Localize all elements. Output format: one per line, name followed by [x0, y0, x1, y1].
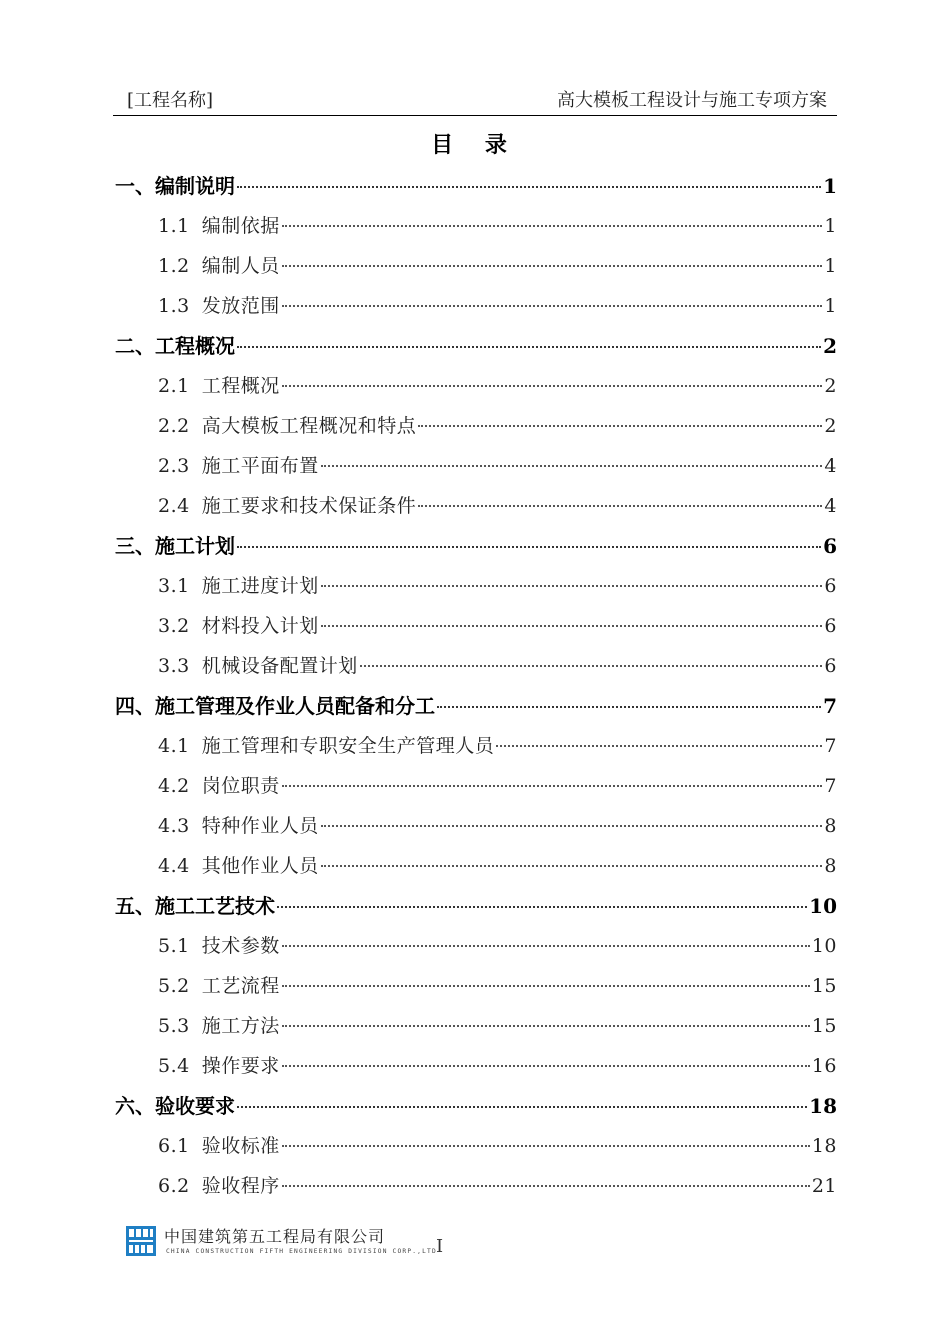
- toc-dot-leader: [321, 625, 823, 627]
- table-of-contents: [113, 166, 837, 1206]
- toc-entry-text: 工程概况: [201, 375, 280, 397]
- toc-entry-text: 其他作业人员: [201, 855, 319, 877]
- toc-entry-number: 三、: [115, 534, 155, 558]
- toc-page-number: 2: [823, 334, 837, 358]
- toc-dot-leader: [237, 1106, 807, 1108]
- toc-page-number: 8: [824, 815, 837, 837]
- toc-page-number: 18: [809, 1094, 837, 1118]
- company-name-en: CHINA CONSTRUCTION FIFTH ENGINEERING DIVISION CORP.,LTD: [166, 1248, 437, 1255]
- toc-entry-text: 机械设备配置计划: [201, 655, 358, 677]
- toc-page-number: 7: [824, 735, 837, 757]
- toc-entry-text: 施工工艺技术: [155, 894, 275, 918]
- toc-page-number: 1: [824, 295, 837, 317]
- toc-entry-number: 3.3: [158, 655, 190, 677]
- toc-entry-number: 1.3: [158, 295, 190, 317]
- toc-dot-leader: [237, 346, 821, 348]
- toc-entry-text: 工程概况: [155, 334, 235, 358]
- toc-page-number: 2: [824, 375, 837, 397]
- toc-entry-number: 二、: [115, 334, 155, 358]
- toc-section-entry[interactable]: [113, 766, 837, 806]
- toc-section-entry[interactable]: [113, 1046, 837, 1086]
- toc-entry-number: 4.2: [158, 775, 190, 797]
- toc-dot-leader: [321, 865, 823, 867]
- header-divider: [113, 115, 837, 116]
- toc-entry-number: 五、: [115, 894, 155, 918]
- toc-page-number: 6: [824, 615, 837, 637]
- toc-entry-number: 一、: [115, 174, 155, 198]
- toc-entry-number: 六、: [115, 1094, 155, 1118]
- toc-entry-text: 施工计划: [155, 534, 235, 558]
- toc-entry-text: 验收程序: [201, 1175, 280, 1197]
- toc-page-number: 8: [824, 855, 837, 877]
- toc-entry-number: 5.2: [158, 975, 190, 997]
- toc-entry-text: 高大模板工程概况和特点: [201, 415, 417, 437]
- cscec-logo-icon: [126, 1226, 156, 1256]
- toc-section-entry[interactable]: [113, 206, 837, 246]
- toc-page-number: 4: [824, 455, 837, 477]
- toc-entry-text: 工艺流程: [201, 975, 280, 997]
- toc-entry-number: 6.1: [158, 1135, 190, 1157]
- toc-entry-number: 1.2: [158, 255, 190, 277]
- company-name-cn: 中国建筑第五工程局有限公司: [164, 1227, 386, 1246]
- toc-chapter-entry[interactable]: [113, 686, 837, 726]
- toc-section-entry[interactable]: [113, 646, 837, 686]
- toc-page-number: 10: [809, 894, 837, 918]
- toc-section-entry[interactable]: [113, 366, 837, 406]
- toc-dot-leader: [418, 425, 822, 427]
- toc-section-entry[interactable]: [113, 446, 837, 486]
- toc-page-number: 15: [811, 975, 837, 997]
- toc-entry-text: 施工方法: [201, 1015, 280, 1037]
- toc-section-entry[interactable]: [113, 1006, 837, 1046]
- toc-entry-text: 施工平面布置: [201, 455, 319, 477]
- toc-section-entry[interactable]: [113, 406, 837, 446]
- toc-page-number: 6: [823, 534, 837, 558]
- toc-section-entry[interactable]: [113, 486, 837, 526]
- toc-section-entry[interactable]: [113, 1126, 837, 1166]
- toc-entry-number: 3.2: [158, 615, 190, 637]
- toc-entry-text: 材料投入计划: [201, 615, 319, 637]
- toc-page-number: 10: [811, 935, 837, 957]
- toc-dot-leader: [282, 1185, 810, 1187]
- toc-dot-leader: [321, 465, 823, 467]
- toc-dot-leader: [282, 225, 823, 227]
- toc-entry-text: 验收要求: [155, 1094, 235, 1118]
- toc-entry-text: 特种作业人员: [201, 815, 319, 837]
- toc-entry-number: 5.4: [158, 1055, 190, 1077]
- toc-entry-number: 2.3: [158, 455, 190, 477]
- toc-page-number: 15: [811, 1015, 837, 1037]
- toc-section-entry[interactable]: [113, 1166, 837, 1206]
- toc-page-number: 16: [811, 1055, 837, 1077]
- toc-dot-leader: [237, 546, 821, 548]
- page-footer: [126, 1224, 826, 1264]
- toc-dot-leader: [437, 706, 821, 708]
- toc-entry-text: 施工要求和技术保证条件: [201, 495, 417, 517]
- toc-dot-leader: [277, 906, 807, 908]
- toc-section-entry[interactable]: [113, 286, 837, 326]
- toc-chapter-entry[interactable]: [113, 1086, 837, 1126]
- toc-dot-leader: [282, 305, 823, 307]
- toc-section-entry[interactable]: [113, 926, 837, 966]
- toc-dot-leader: [282, 385, 823, 387]
- toc-dot-leader: [321, 825, 823, 827]
- toc-entry-number: 2.1: [158, 375, 190, 397]
- toc-dot-leader: [360, 665, 823, 667]
- toc-section-entry[interactable]: [113, 566, 837, 606]
- toc-entry-number: 1.1: [158, 215, 190, 237]
- toc-dot-leader: [282, 265, 823, 267]
- toc-entry-number: 4.4: [158, 855, 190, 877]
- toc-entry-number: 4.3: [158, 815, 190, 837]
- toc-entry-number: 3.1: [158, 575, 190, 597]
- toc-page-number: 4: [824, 495, 837, 517]
- toc-dot-leader: [282, 1145, 810, 1147]
- toc-entry-text: 施工进度计划: [201, 575, 319, 597]
- toc-dot-leader: [418, 505, 822, 507]
- toc-chapter-entry[interactable]: [113, 526, 837, 566]
- toc-entry-text: 技术参数: [201, 935, 280, 957]
- toc-section-entry[interactable]: [113, 846, 837, 886]
- toc-entry-text: 操作要求: [201, 1055, 280, 1077]
- toc-title: 目 录: [431, 132, 519, 158]
- toc-page-number: 1: [823, 174, 837, 198]
- page-number: I: [436, 1236, 444, 1257]
- toc-section-entry[interactable]: [113, 966, 837, 1006]
- toc-section-entry[interactable]: [113, 806, 837, 846]
- toc-entry-text: 编制人员: [201, 255, 280, 277]
- toc-entry-text: 岗位职责: [201, 775, 280, 797]
- toc-entry-number: 2.4: [158, 495, 190, 517]
- toc-page-number: 2: [824, 415, 837, 437]
- toc-dot-leader: [282, 945, 810, 947]
- toc-entry-number: 6.2: [158, 1175, 190, 1197]
- toc-dot-leader: [282, 985, 810, 987]
- toc-entry-text: 编制依据: [201, 215, 280, 237]
- document-title: 高大模板工程设计与施工专项方案: [557, 90, 827, 111]
- toc-page-number: 18: [811, 1135, 837, 1157]
- toc-entry-text: 编制说明: [155, 174, 235, 198]
- toc-dot-leader: [282, 1025, 810, 1027]
- toc-dot-leader: [282, 785, 823, 787]
- toc-chapter-entry[interactable]: [113, 886, 837, 926]
- toc-section-entry[interactable]: [113, 246, 837, 286]
- toc-page-number: 7: [823, 694, 837, 718]
- toc-chapter-entry[interactable]: [113, 166, 837, 206]
- toc-entry-number: 5.1: [158, 935, 190, 957]
- toc-dot-leader: [282, 1065, 810, 1067]
- toc-page-number: 1: [824, 215, 837, 237]
- toc-dot-leader: [237, 186, 821, 188]
- toc-page-number: 7: [824, 775, 837, 797]
- toc-entry-number: 4.1: [158, 735, 190, 757]
- toc-page-number: 1: [824, 255, 837, 277]
- page-header: [113, 86, 837, 112]
- toc-entry-text: 发放范围: [201, 295, 280, 317]
- toc-page-number: 21: [811, 1175, 837, 1197]
- toc-entry-text: 验收标准: [201, 1135, 280, 1157]
- toc-entry-number: 四、: [115, 694, 155, 718]
- toc-entry-text: 施工管理和专职安全生产管理人员: [201, 735, 495, 757]
- toc-entry-number: 5.3: [158, 1015, 190, 1037]
- toc-page-number: 6: [824, 655, 837, 677]
- toc-section-entry[interactable]: [113, 606, 837, 646]
- project-name: [工程名称]: [127, 90, 214, 111]
- toc-page-number: 6: [824, 575, 837, 597]
- toc-section-entry[interactable]: [113, 726, 837, 766]
- toc-entry-text: 施工管理及作业人员配备和分工: [155, 694, 435, 718]
- toc-chapter-entry[interactable]: [113, 326, 837, 366]
- toc-dot-leader: [321, 585, 823, 587]
- toc-dot-leader: [496, 745, 822, 747]
- toc-entry-number: 2.2: [158, 415, 190, 437]
